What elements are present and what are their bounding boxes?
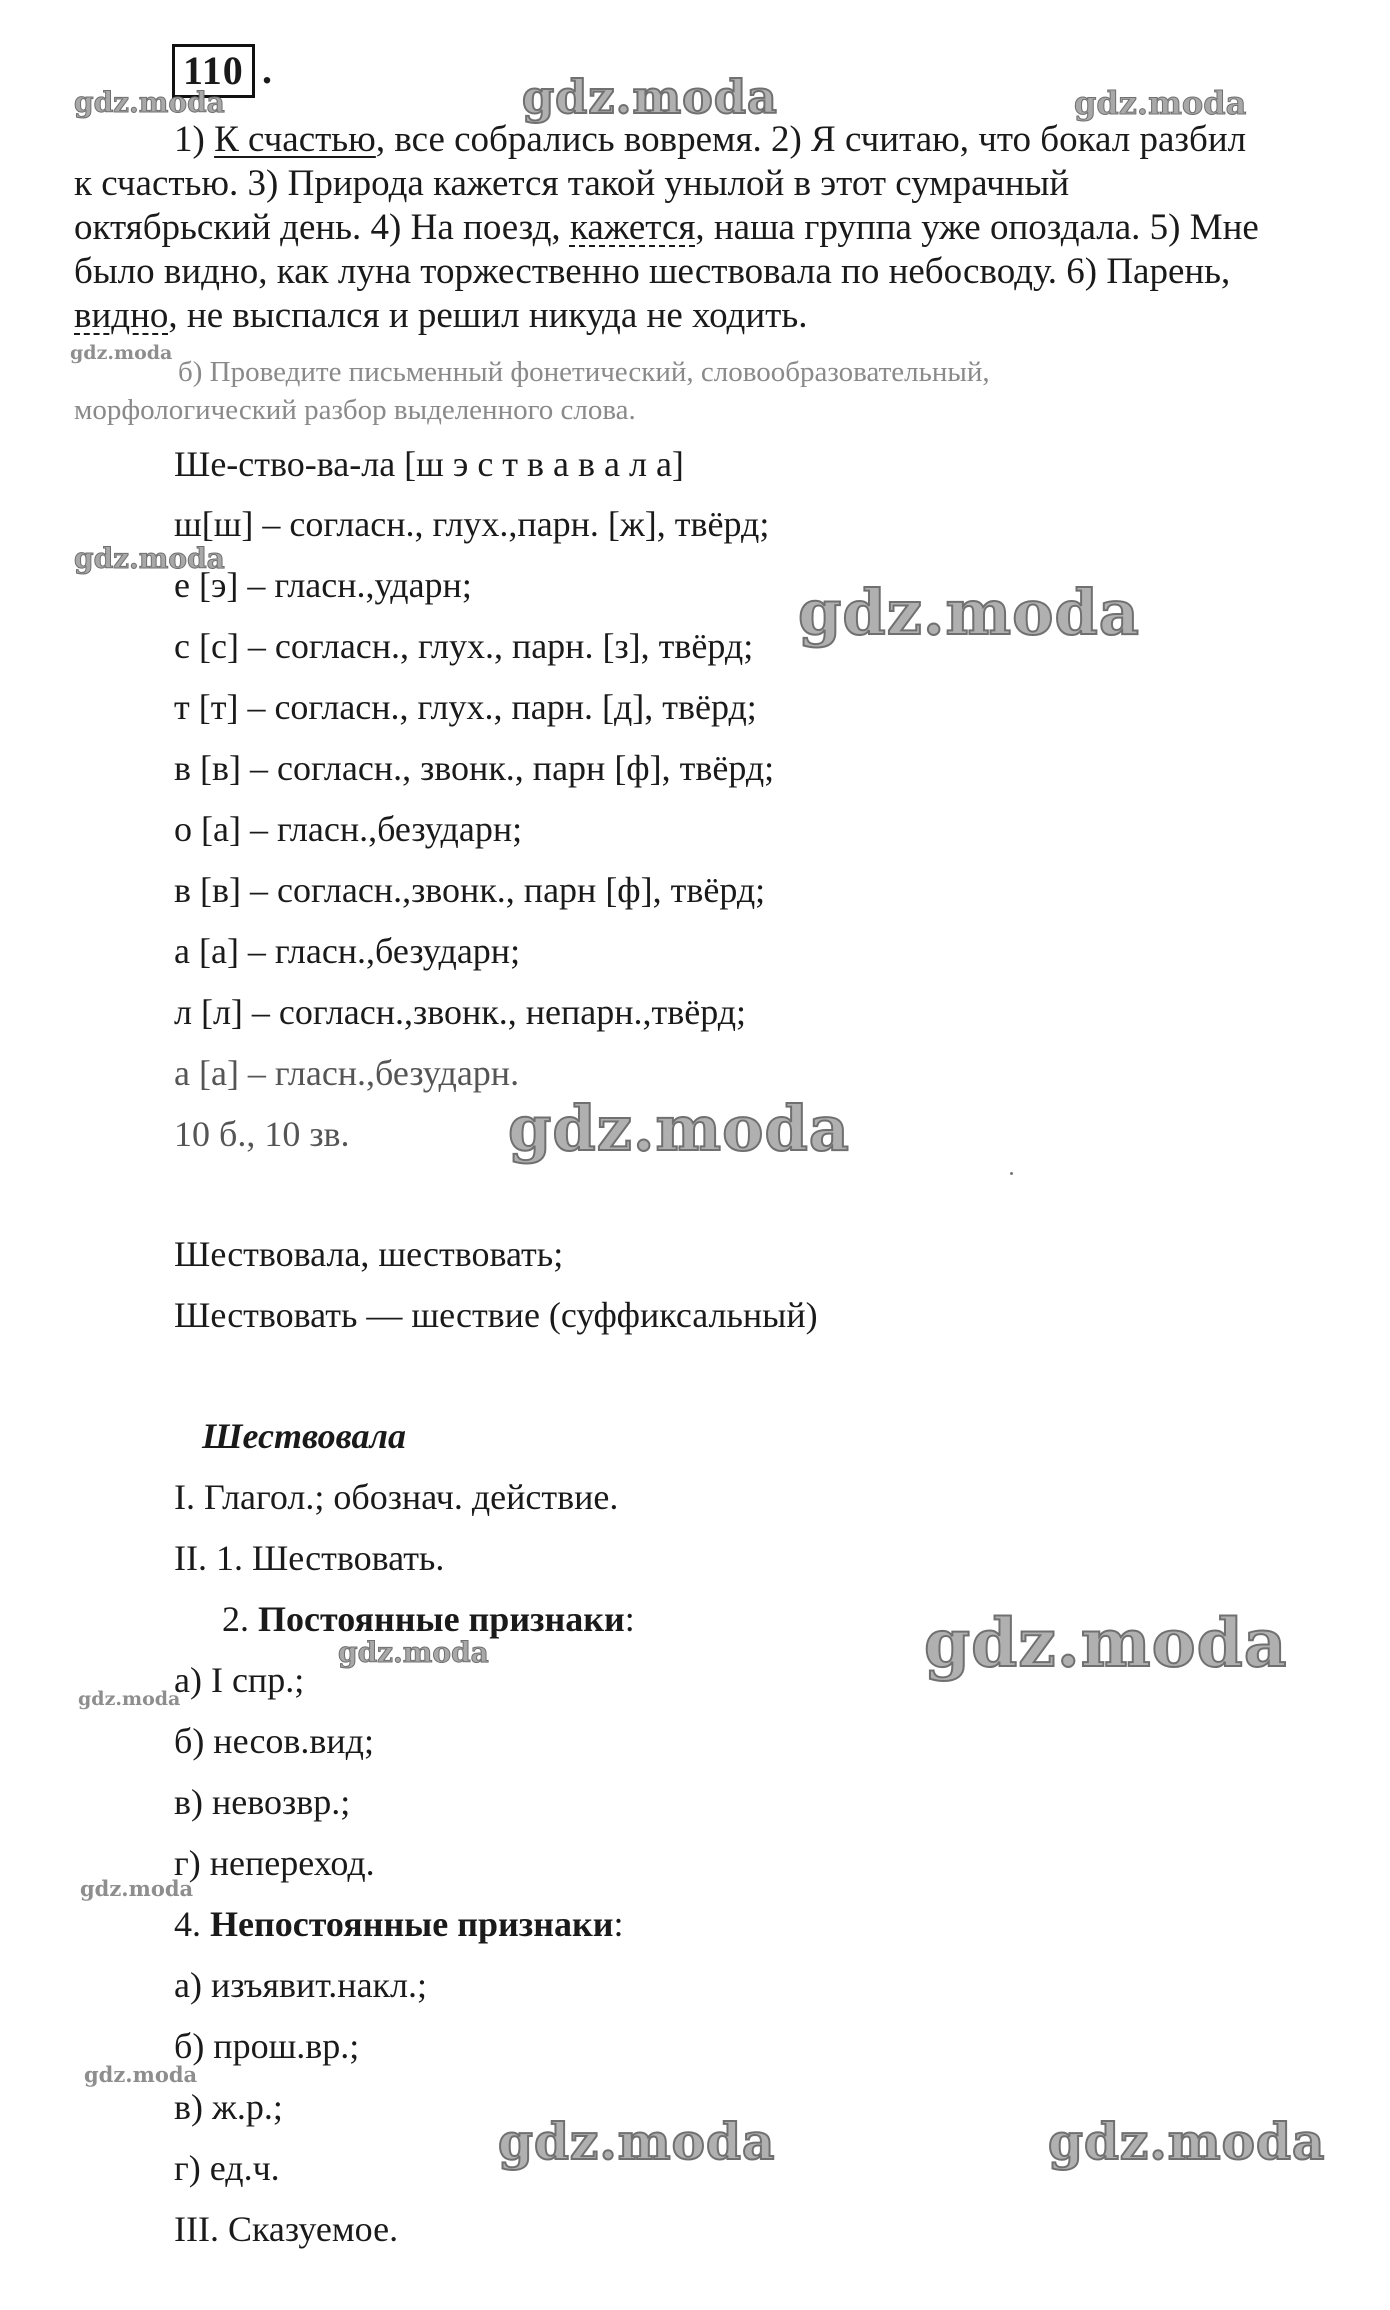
exercise-line-3-rest: , наша группа уже опоздала. 5) Мне — [695, 207, 1259, 248]
phonetic-row: о [а] – гласн.,безударн; — [174, 809, 523, 849]
nonconstant-feature: г) ед.ч. — [174, 2148, 280, 2188]
constant-features-label: Постоянные признаки — [258, 1599, 625, 1639]
exercise-line-1-rest: , все собрались вовремя. 2) Я считаю, что бокал разбил — [375, 119, 1247, 160]
constant-feature: б) несов.вид; — [174, 1721, 375, 1761]
constant-feature: г) непереход. — [174, 1843, 375, 1883]
watermark: gdz.moda — [84, 2062, 198, 2087]
morphology-part-1: I. Глагол.; обознач. действие. — [174, 1477, 619, 1517]
word-formation-line-1: Шествовала, шествовать; — [174, 1234, 564, 1274]
phonetic-row: а [а] – гласн.,безударн. — [174, 1053, 520, 1093]
phonetic-row: в [в] – согласн.,звонк., парн [ф], твёрд; — [174, 870, 766, 910]
exercise-line-5 — [74, 294, 807, 338]
phonetic-header: Ше-ство-ва-ла [ш э с т в а в а л а] — [174, 444, 684, 484]
watermark: gdz.moda — [522, 70, 778, 124]
nonconstant-features-label: Непостоянные признаки — [210, 1904, 614, 1944]
watermark: gdz.moda — [74, 86, 225, 119]
exercise-line-5-rest: , не выспался и решил никуда не ходить. — [168, 295, 808, 336]
watermark: gdz.moda — [338, 1636, 489, 1669]
phonetic-row: с [с] – согласн., глух., парн. [з], твёрд; — [174, 626, 754, 666]
word-formation-line-2: Шествовать — шествие (суффиксальный) — [174, 1295, 818, 1335]
phonetic-row: е [э] – гласн.,ударн; — [174, 565, 472, 605]
watermark: gdz.moda — [508, 1092, 850, 1165]
underlined-k-schastyu: К счастью — [214, 119, 376, 160]
watermark: gdz.moda — [924, 1604, 1288, 1682]
constant-features-number: 2. — [222, 1599, 258, 1639]
watermark: gdz.moda — [498, 2112, 776, 2171]
constant-feature: в) невозвр.; — [174, 1782, 351, 1822]
watermark: gdz.moda — [74, 542, 225, 575]
exercise-line-3-start: октябрьский день. 4) На поезд, — [74, 207, 570, 248]
phonetic-row: в [в] – согласн., звонк., парн [ф], твёрд; — [174, 748, 775, 788]
nonconstant-feature: б) прош.вр.; — [174, 2026, 360, 2066]
exercise-line-4: было видно, как луна торжественно шествовала по небосводу. 6) Парень, — [74, 251, 1231, 292]
nonconstant-features-colon: : — [613, 1904, 624, 1944]
watermark: gdz.moda — [1074, 84, 1247, 122]
morphology-title: Шествовала — [202, 1416, 406, 1456]
nonconstant-feature: в) ж.р.; — [174, 2087, 283, 2127]
exercise-line-1 — [174, 118, 1246, 162]
phonetic-row: л [л] – согласн.,звонк., непарн.,твёрд; — [174, 992, 747, 1032]
watermark: gdz.moda — [70, 342, 173, 364]
underlined-kazhetsya: кажется — [569, 207, 696, 248]
nonconstant-features-heading — [174, 1902, 624, 1946]
task-number: 110 — [172, 44, 255, 98]
instruction-line-2: морфологический разбор выделенного слова. — [74, 394, 636, 426]
watermark: gdz.moda — [798, 576, 1140, 649]
constant-feature: а) I спр.; — [174, 1660, 305, 1700]
phonetic-row: т [т] – согласн., глух., парн. [д], твёрд; — [174, 687, 757, 727]
task-number-dot: . — [262, 47, 272, 92]
phonetic-row: ш[ш] – согласн., глух.,парн. [ж], твёрд; — [174, 504, 770, 544]
constant-features-colon: : — [624, 1599, 635, 1639]
nonconstant-feature: а) изъявит.накл.; — [174, 1965, 428, 2005]
scan-speck — [1010, 1172, 1013, 1175]
exercise-line-3 — [74, 206, 1259, 250]
watermark: gdz.moda — [1048, 2112, 1326, 2171]
watermark: gdz.moda — [80, 1876, 194, 1901]
sentence-number-1: 1) — [174, 119, 215, 160]
instruction-line-1: б) Проведите письменный фонетический, словообразовательный, — [178, 356, 990, 388]
constant-features-heading — [222, 1597, 635, 1641]
watermark: gdz.moda — [78, 1688, 181, 1710]
morphology-part-2-initial-form: II. 1. Шествовать. — [174, 1538, 445, 1578]
exercise-line-2: к счастью. 3) Природа кажется такой унылой в этот сумрачный — [74, 163, 1070, 204]
morphology-part-3: III. Сказуемое. — [174, 2209, 399, 2249]
phonetic-summary: 10 б., 10 зв. — [174, 1114, 350, 1154]
underlined-vidno: видно — [74, 295, 169, 336]
nonconstant-features-number: 4. — [174, 1904, 210, 1944]
phonetic-row: а [а] – гласн.,безударн; — [174, 931, 521, 971]
